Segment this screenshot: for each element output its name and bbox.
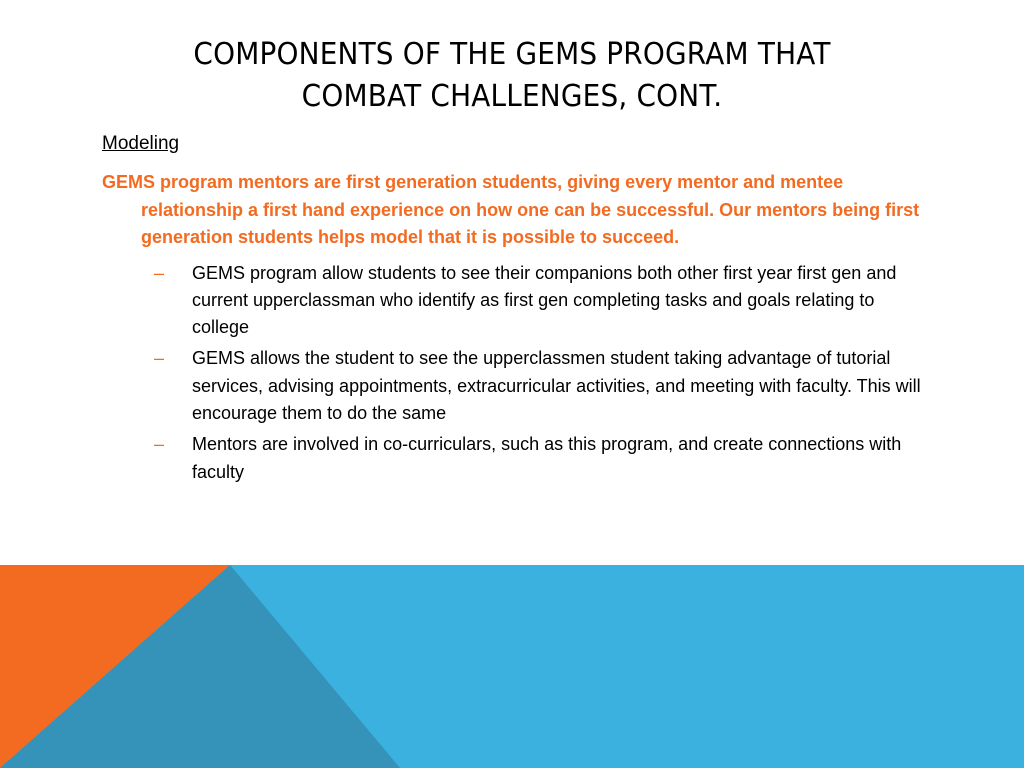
dash-bullet-icon: –: [154, 348, 165, 369]
bullet-text: GEMS program allow students to see their companions both other first year first gen and current upperclassman who identify as first gen completing tasks and goals relating to college: [192, 262, 897, 338]
slide-title-line-2: COMBAT CHALLENGES, CONT.: [301, 79, 723, 114]
lead-paragraph: GEMS program mentors are first generation students, giving every mentor and mentee relationship a first hand experience on how one can be successful. Our mentors being first generation students helps model that it is possible to succeed.: [102, 172, 920, 247]
slide-title: [129, 34, 895, 118]
slide-title-line-1: COMPONENTS OF THE GEMS PROGRAM THAT: [193, 37, 831, 72]
dash-bullet-icon: –: [154, 262, 165, 283]
list-item: [102, 345, 932, 427]
bullet-text: Mentors are involved in co-curriculars, such as this program, and create connections with faculty: [192, 434, 902, 482]
bullet-list: [102, 260, 932, 486]
decorative-footer-shapes: [0, 565, 1024, 768]
list-item: [102, 431, 932, 486]
bullet-text: GEMS allows the student to see the upperclassmen student taking advantage of tutorial services, advising appointments, extracurricular activities, and meeting with faculty. This will encourage them to do the same: [192, 348, 921, 423]
list-item: [102, 260, 932, 342]
slide-content: [102, 130, 932, 490]
section-heading: Modeling: [102, 133, 180, 154]
dash-bullet-icon: –: [154, 434, 165, 455]
